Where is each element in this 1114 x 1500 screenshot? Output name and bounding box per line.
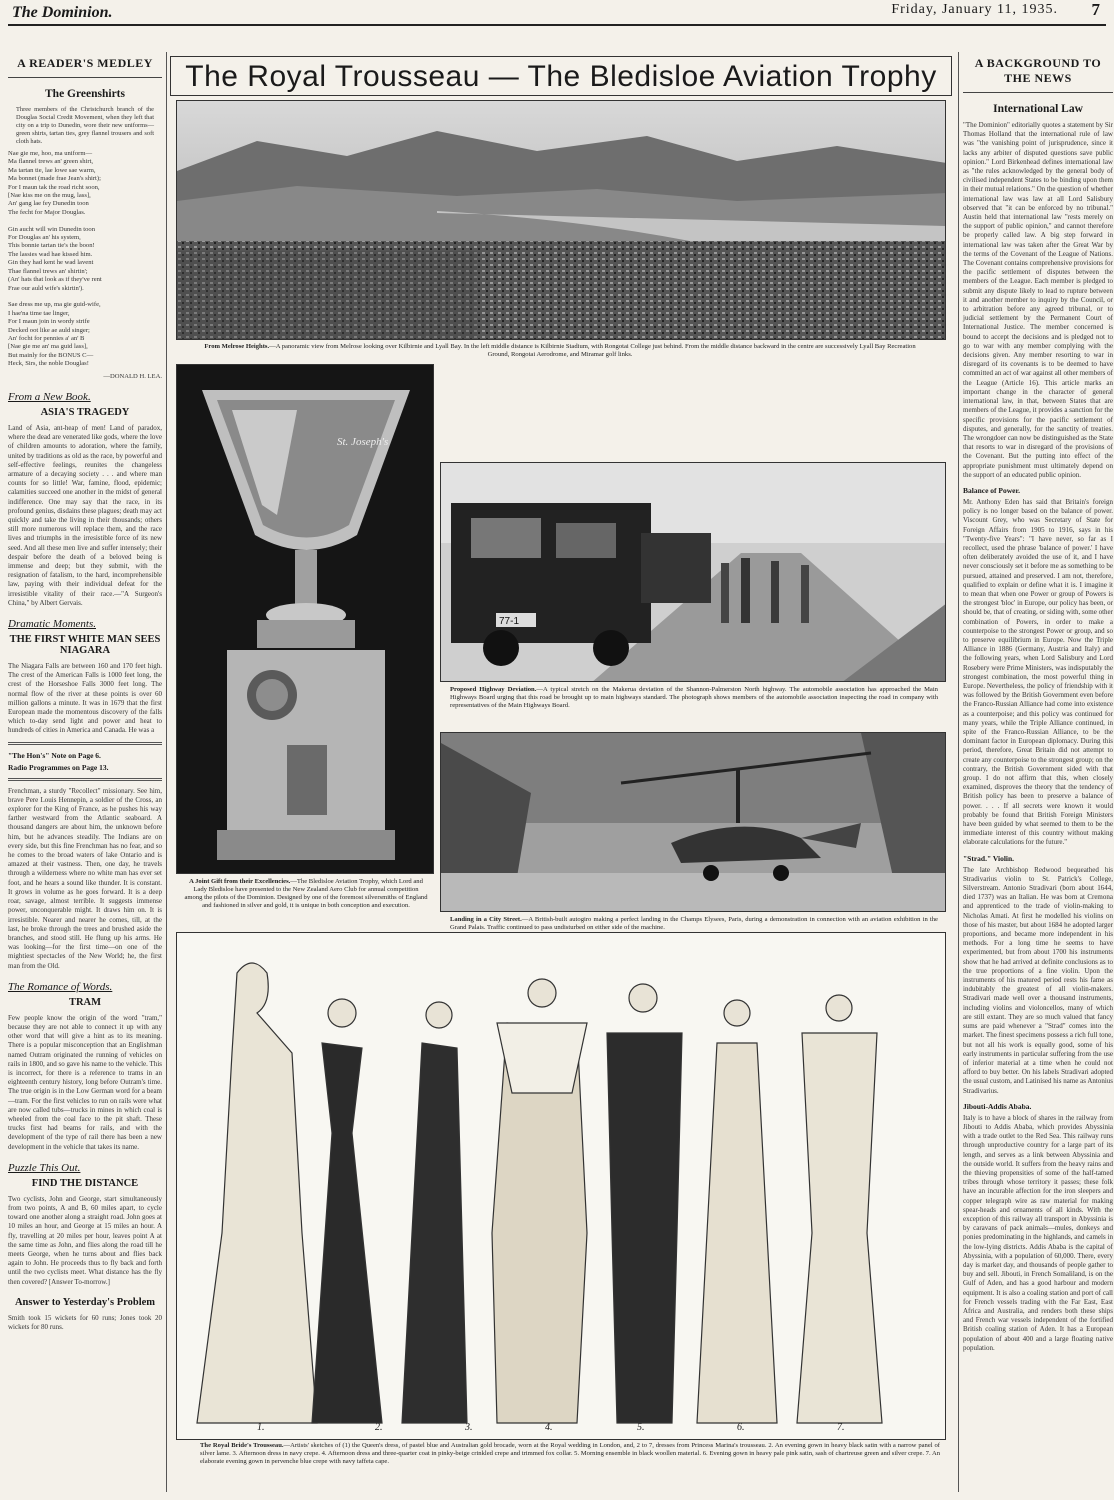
figure-number-6: 6. bbox=[737, 1422, 745, 1433]
medley-title: A READER'S MEDLEY bbox=[8, 52, 162, 78]
autogiro-image bbox=[441, 733, 946, 912]
puzzle-label: Puzzle This Out. bbox=[8, 1161, 81, 1174]
figure-number-2: 2. bbox=[375, 1422, 383, 1433]
radio-note: Radio Programmes on Page 13. bbox=[8, 762, 109, 772]
hons-note: "The Hon's" Note on Page 6. bbox=[8, 750, 101, 760]
page-number: 7 bbox=[1091, 0, 1100, 19]
greenshirts-title: The Greenshirts bbox=[45, 88, 125, 100]
jibouti-text: Italy is to have a block of shares in the railway from Jibouti to Addis Ababa, which provides Abyssinia with a trade outlet to the Red Sea. This railway runs through unproductive country for a large part of its length, and serves as a link between Abyssinia and the outside world. It suffers from the heavy rains and the thieving propensities of some of the half-tamed tribes through whose territory it passes; these folk have an incurable affection for the iron sleepers and copper telegraph wire as raw material for making spear-heads and ornaments of all kinds. With the exception of this railway all transport in Abyssinia is by caravans of pack animals—mules, donkeys and ponies predominating in the highlands, and camels in the low-lying districts. Addis Ababa is the capital of Abyssinia, with a population of 60,000. There, every day is market day, and thousands of people gather to buy and sell. Jibouti, in French Somaliland, is on the Gulf of Aden, and has a good harbour and modern equipment. It is also a coaling station and port of call for French vessels trading with the Far East, East Africa and Australia, and renders both these ships and French war vessels independent of the fortified British coaling station of Aden. It has a European population of about 400 and a large floating native population. bbox=[963, 1113, 1113, 1352]
puzzle-title: FIND THE DISTANCE bbox=[31, 1177, 139, 1189]
figure-number-1: 1. bbox=[257, 1422, 265, 1433]
autogiro-photo bbox=[440, 732, 946, 912]
left-column bbox=[8, 52, 167, 1492]
trophy-caption-text: —The Bledisloe Aviation Trophy, which Lord and Lady Bledisloe have presented to the New Zealand Aero Club for annual competition among the pilots of the Dominion. Designed by one of the foremost silversmiths of England and fashioned in silver and gold, it is unique in both conception and execution. bbox=[184, 878, 428, 909]
asia-title: ASIA'S TRAGEDY bbox=[40, 406, 130, 418]
car-plate: 77-1 bbox=[499, 616, 520, 627]
greenshirts-poem: Nae gie me, hoo, ma uniform— Ma flannel trews an' green shirt, Ma tartan tie, lae lowe sae warm, Ma bonnet (made frae Jean's shirt); For I maun tak the road richt soon, [Nae kiss me on the mug, lass], An' gang lae fey Dunedin toon The fecht for Major Douglas. Gin aucht will win Dunedin toon For Douglas an' his system, This bonnie tartan tie's the boon! The lassies wad hae kissed him. Gin they had kent he wad lavent Thae flannel trews an' shirtin'; (An' hats that look as if they've rent Frae our auld wife's skirtin'). Sae dress me up, ma gie guid-wife, I hae'na time tae linger, For I maun join in wordy strife Decked oot like ae auld singer; An' focht for pennies a' an' B [Nae gie me an' ma guid lass], But mainly for the BONUS C— Heck, Sirs, the noble Douglas! bbox=[8, 150, 102, 368]
intl-law-title: International Law bbox=[993, 103, 1083, 115]
figure-number-5: 5. bbox=[637, 1422, 645, 1433]
trousseau-caption bbox=[200, 1442, 940, 1466]
greenshirts-signature: —DONALD H. LEA. bbox=[103, 372, 162, 380]
divider bbox=[8, 742, 162, 745]
figure-number-4: 4. bbox=[545, 1422, 553, 1433]
masthead-rule bbox=[8, 24, 1106, 26]
panorama-caption bbox=[200, 343, 920, 359]
greenshirts-intro: Three members of the Christchurch branch of the Douglas Social Credit Movement, when they left that city on a trip to Dunedin, wore their new uniforms—green shirts, tartan ties, grey flannel trousers and soft cloth hats. bbox=[16, 106, 154, 145]
trousseau-sketches bbox=[176, 932, 946, 1440]
tram-title: TRAM bbox=[68, 996, 102, 1008]
highway-caption-text: —A typical stretch on the Makerua deviation of the Shannon-Palmerston North highway. The automobile association has approached the Main Highways Board urging that this road be brought up to main highways standard. The photograph shows members of the automobile association inspecting the road in company with representatives of the Main Highways Board. bbox=[450, 686, 938, 709]
jibouti-title: Jibouti-Addis Ababa. bbox=[963, 1101, 1032, 1111]
autogiro-caption-title: Landing in a City Street. bbox=[450, 916, 522, 923]
intl-law-text: "The Dominion" editorially quotes a statement by Sir Thomas Holland that the international rule of law was "the vanishing point of jurisprudence, since it lacks any arbiter of disputed questions save public opinion." Lord Birkenhead defines international law as "the rules acknowledged by the general body of civilised independent States to be binding upon them in their mutual relations." On the question of whether international law was law at all Lord Salisbury observed that "it can be enforced by no tribunal." Austin held that international law "rests merely on the support of public opinion," and cannot therefore be properly called law. A big step forward in international law was taken after the Great War by the terms of the Covenant of the League of Nations. The Covenant contains comprehensive provisions for the pacific settlement of disputes between the members of the League. Each member is pledged to submit any dispute likely to lead to rupture between it and another member to inquiry by the Council, or to arbitration before any agreed tribunal, or to judicial settlement by the Permanent Court of International Justice. The member concerned is bound to accept the decisions and is pledged not to go to war with any member complying with the decisions given. Any member resorting to war in disregard of its covenants is to be deemed to have committed an act of war against all other members of the League (Article 16). This article marks an important change in the character of general international law, in that, between States that are members of the League, it provides a sanction for the specific provisions for the pacific settlement of disputes, and generally, for the sanctity of treaties. The wrongdoer can now be distinguished as the State that resorts to war in disregard of the provisions of the Covenant. But the putting into effect of the appropriate punishment must ultimately depend on the support of an educated public opinion. bbox=[963, 121, 1113, 479]
panorama-caption-text: —A panoramic view from Melrose looking over Kilbirnie and Lyall Bay. In the left middle distance is Kilbirnie Stadium, with Rongotai College just behind. From the middle distance backward in the centre are successively Lyall Bay Recreation Ground, Rongotai Aerodrome, and Miramar golf links. bbox=[269, 343, 916, 358]
main-headline: The Royal Trousseau — The Bledisloe Aviation Trophy bbox=[170, 56, 952, 96]
answer-text: Smith took 15 wickets for 60 runs; Jones took 20 wickets for 80 runs. bbox=[8, 1313, 162, 1331]
panorama-caption-title: From Melrose Heights. bbox=[204, 343, 270, 350]
asia-text: Land of Asia, ant-heap of men! Land of paradox, where the dead are venerated like gods, where the love of children amounts to adoration, where the family, united by traditions as old as the race, by powerful and self-effective feelings, reunites the changeless armature of a decaying society . . . and where man counts for so little! War, famine, flood, epidemic; calamities succeed one another in the midst of general indifference. One may say that the race, in its profound genius, disdains these plagues; death may act quickly and take the living in their thousands; others still more numerous will replace them, and the race lives and triumphs in the irresistible force of its new seed. And all these men live and suffer intensely; their despair before the death of a beloved being is immense and deep; but they submit, with the resignation of fatalism, to the hard, incomprehensible law, paying with their individual defeat for the irresistible vitality of their race.—"A Surgeon's China," by Albert Gervais. bbox=[8, 423, 162, 607]
highway-caption-title: Proposed Highway Deviation. bbox=[450, 686, 537, 693]
strad-title: "Strad." Violin. bbox=[963, 853, 1015, 863]
dramatic-label: Dramatic Moments. bbox=[8, 618, 96, 631]
trophy-photo bbox=[176, 364, 434, 874]
highway-photo bbox=[440, 462, 946, 682]
balance-title: Balance of Power. bbox=[963, 485, 1021, 495]
new-book-label: From a New Book. bbox=[8, 390, 91, 403]
panorama-photo bbox=[176, 100, 946, 340]
background-news-title: A BACKGROUND TO THE NEWS bbox=[963, 52, 1113, 93]
highway-image bbox=[441, 463, 946, 682]
newspaper-name: The Dominion. bbox=[12, 4, 113, 21]
trophy-caption-title: A Joint Gift from their Excellencies. bbox=[189, 878, 291, 885]
balance-text: Mr. Anthony Eden has said that Britain's foreign policy is no longer based on the balance of power. Viscount Grey, who was Secretary of State for Foreign Affairs from 1905 to 1916, says in his "Twenty-five Years": "I have never, so far as I recollect, used the phrase 'balance of power.' I have often deliberately avoided the use of it, and I have never consciously set it before me as something to be pursued, attained and preserved. I am not, therefore, qualified to explain or define what it is. I imagine it to mean that when one Power or group of Powers is the strongest 'bloc' in Europe, our policy has been, or should be, that of creating, or siding with, some other combination of Powers, in order to make a counterpoise to the strongest Power or group, and so to preserve equilibrium in Europe. Now the Triple Alliance in 1886 (Germany, Austria and Italy) and the following years, when Lord Salisbury and Lord Rosebery were Prime Ministers, was indisputably the strongest combination, the most powerful thing in Europe. Nevertheless, the policy of friendship with it was followed by the British Government even before the Franco-Russian Alliance had come into existence as a counterpoise; and this policy was continued for many years, while the Triple Alliance continued, in spite of the Franco-Russian Alliance, to be the dominant factor in European diplomacy. During this period, therefore, Great Britain did not attempt to create any counterpoise to the strongest group; on the contrary, the British Government sided with that group. I do not affirm that this, when closely examined, disproves the theory that the tendency of British policy has been to preserve a balance of power. . . . If all secrets were known it would probably be found that British Foreign Ministers have been guided by what seemed to them to be the immediate interest of this country without making elaborate calculations for the future." bbox=[963, 497, 1113, 847]
niagara-text: The Niagara Falls are between 160 and 170 feet high. The crest of the American Falls is 1000 feet long, the crest of the Horseshoe Falls 3000 feet long. The normal flow of the river at these points is over 60 million gallons a minute. It was in 1679 that the first European made the momentous discovery of the falls which to-day send light and power and heat to hundreds of cities in America and Canada. He was a bbox=[8, 662, 162, 735]
tram-text: Few people know the origin of the word "tram," because they are not able to connect it up with any other word that will give a hint as to its meaning. There is a popular misconception that an Englishman named Outram originated the running of vehicles on rails in 1800, and so gave his name to the vehicle. This is incorrect, for there is a reference to trams in an eighteenth century history, long before Outram's time. The true origin is in the Low German word for a beam—tram. For the first vehicles to run on rails were what are now called tubs—trucks in mines in which coal is wheeled from the coal face to the pit shaft. These trucks first had beams for rails, and with the development of the type of rail there has been a new development in the vehicle that takes its name. bbox=[8, 1013, 162, 1151]
niagara-text-continued: Frenchman, a sturdy "Recollect" missionary. See him, brave Pere Louis Hennepin, a soldier of the Cross, an explorer for the King of France, as he pushes his way farther westward from the Atlantic seaboard. A thousand dangers are about him, the unknown before him, but he advances steadily. The Indians are on every side, but this fine Frenchman has no fear, and so he comes to the broad waters of lake Ontario and is amazed at their vastness. Then, one day, he travels through a wilderness where no white man has ever set foot, and he hears a sound like thunder. It is constant. It grows in volume as he goes forward. It is a deep roar, savage, almost terrible. It suggests immense power, unconquerable might. It draws him on. It is irresistible. Nearer and nearer he comes, till, at the last, he broke through the trees and brushed aside the branches, and stood still. He flung up his arms. He was looking—for the first time—on one of the mightiest spectacles of the New World; he, the first man from the Old. bbox=[8, 786, 162, 970]
trophy-inscription: St. Joseph's bbox=[337, 436, 389, 448]
trophy-image bbox=[177, 365, 434, 874]
panorama-image bbox=[177, 101, 946, 340]
highway-caption bbox=[450, 686, 938, 710]
autogiro-caption-text: —A British-built autogiro making a perfect landing in the Champs Elysees, Paris, during a demonstration in connection with an aviation exhibition in the Grand Palais. Traffic continued to pass undisturbed on either side of the machine. bbox=[450, 916, 938, 931]
trousseau-caption-text: —Artists' sketches of (1) the Queen's dress, of pastel blue and Australian gold brocade, worn at the Royal wedding in London, and, 2 to 7, dresses from Princess Marina's trousseau. 2. An evening gown in heavy black satin with a narrow panel of silver lame. 3. Afternoon dress in navy crepe. 4. Afternoon dress and three-quarter coat in pinky-beige crinkled crepe and trimmed fox collar. 5. Morning ensemble in black woollen material. 6. Evening gown in heavy pale pink satin, sash of chartreuse green and silver crepe. 7. An elaborate evening gown in pervenche blue crepe with navy taffeta cape. bbox=[200, 1442, 940, 1465]
trousseau-image bbox=[177, 933, 946, 1440]
strad-text: The late Archbishop Redwood bequeathed his Stradivarius violin to St. Patrick's College, Silverstream. Antonio Stradivari (born about 1644, died 1737) was an Italian. He was born at Cremona and apprenticed to the trade of violin-making to Nicholas Amati. At first he modelled his violins on those of his master, but about 1684 he adopted larger proportions, and became more independent in his methods. For a long time he seems to have experimented, but from about 1700 his instruments show that he had arrived at definite conclusions as to the true proportions of a fine violin. Upon the instruments of his matured period rests his fame as indubitably the greatest of all violin-makers. Stradivari made well over a thousand instruments, including violins and violoncellos, many of which are still extant. They are so much valued that fancy sums are paid whenever a "Strad" comes into the market. The finest specimens possess a rich full tone, but not all his work is equally good, some of his early instruments in particular suffering from the use of inferior material at a time when he could not afford to buy better. On his labels Stradivari adopted the usual custom, and Latinised his name as Antonius Stradivarius. bbox=[963, 865, 1113, 1095]
answer-title: Answer to Yesterday's Problem bbox=[14, 1296, 156, 1308]
right-column bbox=[958, 52, 1113, 1492]
niagara-title: THE FIRST WHITE MAN SEES NIAGARA bbox=[9, 634, 161, 657]
masthead bbox=[8, 2, 1106, 42]
trousseau-caption-title: The Royal Bride's Trousseau. bbox=[200, 1442, 284, 1449]
figure-number-3: 3. bbox=[465, 1422, 473, 1433]
autogiro-caption bbox=[450, 916, 938, 932]
puzzle-text: Two cyclists, John and George, start simultaneously from two points, A and B, 60 miles apart, to cycle toward one another along a straight road. John goes at 10 miles an hour, and George at 15 miles an hour. A fly, travelling at 20 miles per hour, leaves point A at the same time as John, and flies along the road till he meets George, when he turns about and flies back again to John. He proceeds thus to fly back and forth until the two cyclists meet. What distance has the fly then covered? [Answer To-morrow.] bbox=[8, 1194, 162, 1286]
romance-label: The Romance of Words. bbox=[8, 980, 113, 993]
divider bbox=[8, 778, 162, 781]
trophy-caption bbox=[184, 878, 428, 910]
figure-number-7: 7. bbox=[837, 1422, 845, 1433]
main-section bbox=[170, 52, 952, 1492]
issue-date: Friday, January 11, 1935. bbox=[891, 2, 1058, 17]
